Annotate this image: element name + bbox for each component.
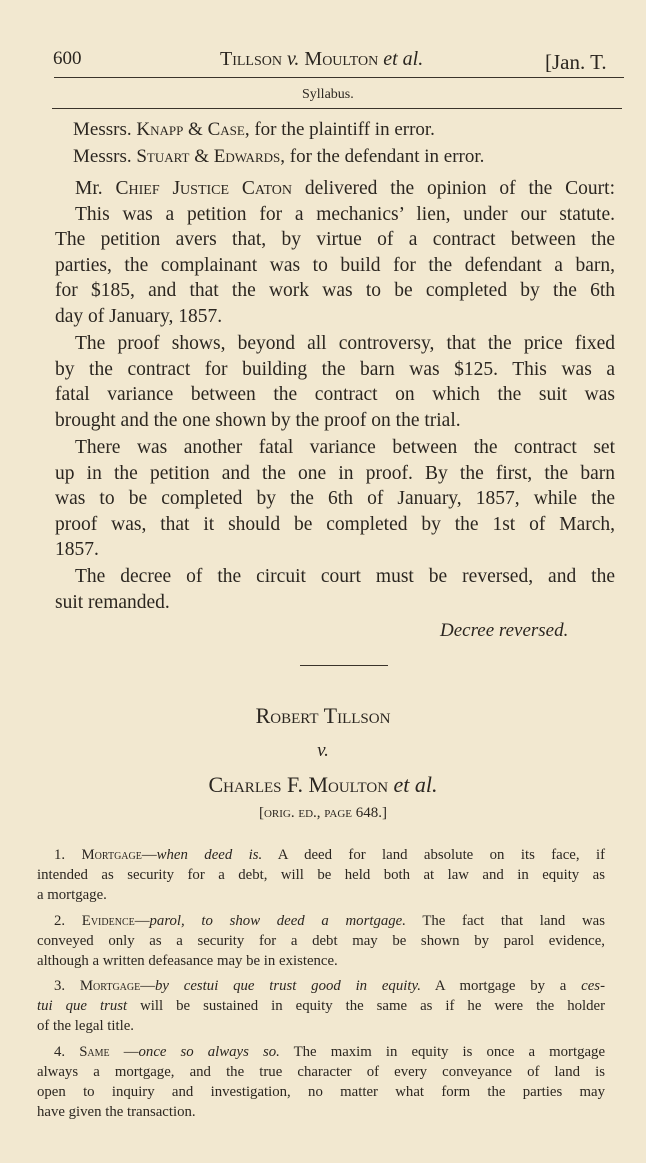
text-run: suit remanded. [55,592,170,613]
case-defendant-name: Charles F. Moulton [208,772,389,797]
text-run: proof was, that it should be completed by the 1st of March, [55,513,615,535]
text-line [37,885,605,905]
syllabus-headnotes [37,845,605,1127]
text-run: for $185, and that the work was to be completed by the 6th [55,280,615,302]
text-run: will be sustained in equity the same as if he were the holder [127,998,605,1014]
text-line [55,512,615,538]
counsel-plaintiff [73,116,484,143]
text-line [37,976,605,996]
text-run: The proof shows, beyond all controversy, that the price fixed [75,333,615,355]
small-caps-text: Mortgage [81,847,142,863]
text-line [55,590,615,616]
term-label: [Jan. T. [545,50,607,74]
text-run: A mortgage by a [420,978,582,994]
text-line [37,865,605,885]
case-versus: v. [317,740,329,761]
text-run: parties, the complainant was to build for the defendant a barn, [55,254,615,276]
judgment: Decree reversed. [440,620,569,641]
counsel-prefix: Messrs. [73,146,132,167]
text-run: — [140,978,156,994]
text-line [55,176,615,202]
text-line [55,202,615,228]
text-run: have given the transaction. [37,1103,196,1120]
text-run: The petition avers that, by virtue of a contract between the [55,229,615,251]
text-line [37,1016,605,1036]
text-line [55,253,615,279]
text-line [55,435,615,461]
text-line [55,278,615,304]
text-run: conveyed only as a security for a debt may be shown by parol evidence, [37,932,605,949]
counsel-defendant [73,143,484,170]
counsel-block [73,116,484,170]
counsel-role: , for the plaintiff in error. [244,119,435,140]
text-line [37,931,605,951]
text-run: a mortgage. [37,887,107,903]
text-line [37,996,605,1016]
italic-text: when deed is. [156,847,263,863]
counsel-names: Knapp & Case [136,119,245,140]
text-run: — [134,912,150,929]
text-run: always a mortgage, and the true character of every conveyance of land is [37,1063,605,1080]
running-title-defendant: Moulton [304,48,379,70]
text-run: up in the petition and the one in proof. By the first, the barn [55,462,615,484]
small-caps-text: Same [79,1043,110,1060]
text-line [37,911,605,931]
counsel-prefix: Messrs. [73,119,132,140]
text-run: fatal variance between the contract on which the suit was [55,384,615,406]
text-run: brought and the one shown by the proof on the trial. [55,409,461,431]
text-line [55,461,615,487]
page-number: 600 [53,48,82,69]
opinion-paragraph [55,564,615,615]
text-run: — [141,847,157,863]
text-run: There was another fatal variance between the contract set [75,436,615,458]
text-line [55,564,615,590]
text-run: 1. [54,847,82,863]
headnote [37,845,605,905]
text-line [55,331,615,357]
text-line [55,357,615,383]
text-run: The decree of the circuit court must be reversed, and the [75,566,615,588]
text-run: delivered the opinion of the Court: [292,178,616,199]
text-line [37,1102,605,1122]
case-defendant-etal: et al. [393,772,438,797]
headnote [37,976,605,1036]
text-line [37,1042,605,1062]
italic-text: by cestui que trust good in equity. [155,978,421,994]
running-title-etal: et al. [383,48,424,70]
opinion-paragraph [55,176,615,330]
counsel-names: Stuart & Edwards [136,146,281,167]
text-line [55,227,615,253]
opinion-paragraph [55,435,615,563]
text-run: 1857. [55,539,99,561]
text-line [37,951,605,971]
text-run: although a written defeasance may be in existence. [37,952,338,969]
text-run: of the legal title. [37,1018,134,1034]
text-run: intended as security for a debt, will be held both at law and in equity as [37,867,605,883]
text-run: This was a petition for a mechanics’ lien, under our statute. [75,203,615,225]
text-run: open to inquiry and investigation, no matter what form the parties may [37,1083,605,1100]
running-title-v: v. [287,48,300,70]
text-line [55,304,615,330]
text-run: The fact that land was [405,912,605,929]
running-title-plaintiff: Tillson [220,48,282,70]
text-run: by the contract for building the barn was $125. This was a [55,358,615,380]
text-line [37,1062,605,1082]
text-run: Mr. [75,178,116,199]
text-run: 2. [54,912,82,929]
opinion-paragraph [55,331,615,433]
case-defendant [0,772,646,798]
section-rule [52,108,622,109]
text-line [37,1082,605,1102]
text-run: was to be completed by the 6th of January, 1857, while the [55,488,615,510]
italic-text: tui que trust [37,998,128,1014]
original-edition-reference: [orig. ed., page 648.] [258,805,387,821]
case-plaintiff: Robert Tillson [255,703,391,728]
section-label: Syllabus. [302,87,354,102]
text-run: 3. [54,978,80,994]
italic-text: parol, to show deed a mortgage. [149,912,406,929]
headnote [37,911,605,971]
headnote [37,1042,605,1122]
text-line [37,845,605,865]
text-line [55,537,615,563]
text-line [55,486,615,512]
running-title [220,48,423,71]
text-run: 4. [54,1043,80,1060]
counsel-role: , for the defendant in error. [280,146,485,167]
text-run: day of January, 1857. [55,305,223,327]
text-line [55,382,615,408]
text-run: — [109,1043,139,1060]
italic-text: ces- [581,978,605,994]
small-caps-text: Evidence [81,912,135,929]
small-caps-text: Mortgage [79,978,141,994]
section-divider [300,665,388,666]
text-run: The maxim in equity is once a mortgage [279,1043,606,1060]
small-caps-text: Chief Justice Caton [115,178,293,199]
opinion-body [55,176,615,617]
text-run: A deed for land absolute on its face, if [262,847,606,863]
text-line [55,408,615,434]
header-rule [54,77,624,78]
italic-text: once so always so. [138,1043,280,1060]
